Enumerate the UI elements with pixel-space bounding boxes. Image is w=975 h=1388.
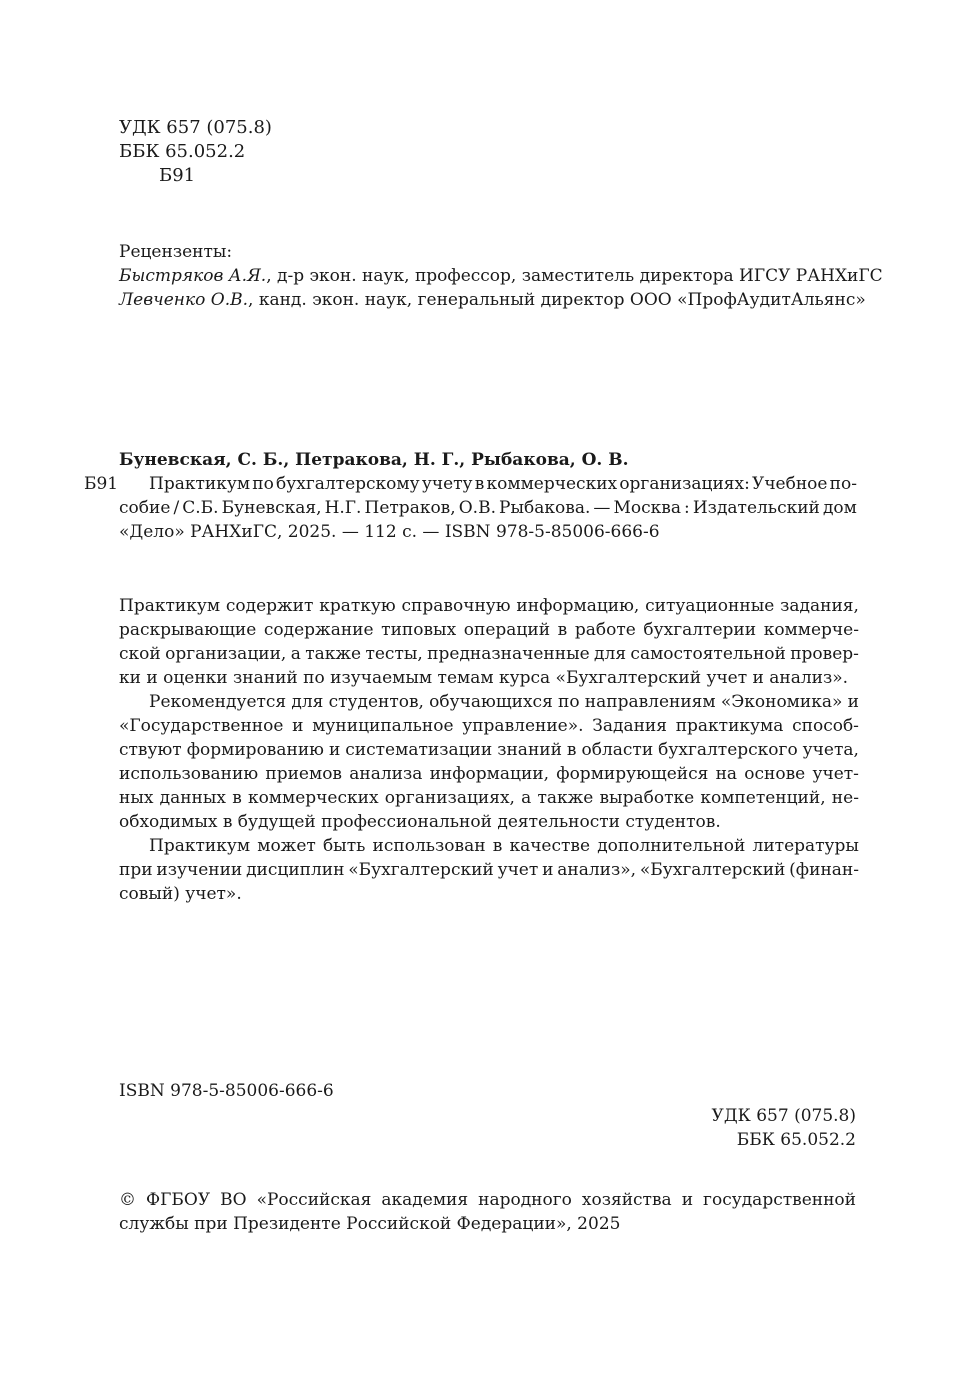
word: для [291,692,324,712]
word: систематизации [345,740,493,760]
word: анализ», [557,860,637,880]
word: управление». [462,716,584,736]
abstract-line [119,594,859,618]
word: Практикум [149,474,251,494]
abstract-line [119,642,859,666]
abstract-line [119,738,859,762]
word: знаний [497,740,562,760]
word: Издательский [692,498,820,518]
word: основе [744,764,806,784]
abstract-line [119,618,859,642]
word: учет- [812,764,859,784]
abstract-line [119,714,859,738]
abstract-line [119,786,859,810]
abstract-line: ки и оценки знаний по изучаемым темам курса «Бухгалтерский учет и анализ». [119,668,849,688]
word: академия [381,1190,469,1210]
word: ВО [220,1190,247,1210]
word: «Экономика» [720,692,843,712]
word: учету [421,474,473,494]
word: выработке [599,788,695,808]
biblio-line-1 [119,472,857,496]
word: дополнительной [597,836,746,856]
word: предназначенные [427,644,590,664]
word: Практикум [119,596,221,616]
word: данных [159,788,227,808]
word: качестве [509,836,591,856]
word: приемов [265,764,343,784]
bbk-code: ББК 65.052.2 [119,141,246,162]
isbn: ISBN 978-5-85006-666-6 [119,1081,334,1101]
classification-right [712,1104,856,1152]
word: провер- [790,644,859,664]
word: народного [478,1190,572,1210]
word: также [537,788,594,808]
copyright [119,1188,856,1236]
word: и [542,860,554,880]
word: С.Б. [182,498,219,518]
word: по [558,692,580,712]
abstract [119,594,859,906]
word: ных [119,788,154,808]
word: организации, [165,644,287,664]
word: муниципальное [312,716,454,736]
word: области [581,740,654,760]
word: на [715,764,738,784]
word: бухгалтерскому [276,474,420,494]
biblio-line-2 [119,496,857,520]
word: коммерче- [763,620,859,640]
word: бухгалтерии [643,620,757,640]
reviewers-block [119,240,883,312]
author-mark: Б91 [159,165,196,186]
word: учет [497,860,539,880]
word: практикума [675,716,784,736]
udk-code-right: УДК 657 (075.8) [711,1106,856,1126]
word: О.В. [458,498,496,518]
word: ской [119,644,161,664]
word: Н.Г. [324,498,362,518]
word: операций [463,620,551,640]
word: тесты, [365,644,423,664]
word: собие [119,498,171,518]
word: типовых [381,620,457,640]
word: студентов, [328,692,424,712]
word: анализа [349,764,423,784]
word: а [521,788,532,808]
word: работе [574,620,636,640]
word: краткую [319,596,396,616]
word: для [594,644,627,664]
word: по [252,474,274,494]
word: : [684,498,690,518]
bibliographic-mark: Б91 [84,474,119,494]
word: при [119,860,153,880]
word: Москва [613,498,681,518]
word: учета, [802,740,859,760]
word: Практикум [149,836,251,856]
word: ствуют [119,740,182,760]
word: бухгалтерского [658,740,798,760]
reviewer-1 [119,264,883,288]
word: информации, [429,764,550,784]
abstract-line [119,762,859,786]
word: и [292,716,304,736]
word: по- [829,474,857,494]
reviewer-1-name: Быстряков А.Я. [119,266,267,286]
word: ФГБОУ [146,1190,211,1210]
udk-code: УДК 657 (075.8) [119,117,272,138]
reviewer-1-details: , д-р экон. наук, профессор, заместитель директора ИГСУ РАНХиГС [266,266,883,286]
word: раскрывающие [119,620,257,640]
word: направлениям [584,692,716,712]
word: компетенций, [700,788,826,808]
word: государственной [703,1190,856,1210]
word: Петраков, [364,498,456,518]
word: Рыбакова. [499,498,591,518]
word: дисциплин [246,860,345,880]
reviewer-2-details: , канд. экон. наук, генеральный директор ООО «ПрофАудитАльянс» [248,290,866,310]
reviewer-2 [119,288,883,312]
word: может [257,836,316,856]
reviewers-heading: Рецензенты: [119,242,233,262]
word: «Бухгалтерский [348,860,494,880]
word: способ- [792,716,859,736]
word: в [474,474,485,494]
word: хозяйства [581,1190,672,1210]
word: дом [822,498,857,518]
word: «Государственное [119,716,284,736]
word: и [847,692,859,712]
word: а [290,644,301,664]
word: в [557,620,568,640]
word: задания, [780,596,859,616]
abstract-line: обходимых в будущей профессиональной деятельности студентов. [119,812,721,832]
word: коммерческих [247,788,379,808]
word: в [566,740,577,760]
word: содержит [225,596,314,616]
word: формированию [186,740,324,760]
word: справочную [401,596,511,616]
word: коммерческих [486,474,618,494]
word: изучении [156,860,243,880]
bibliographic-description [119,472,857,544]
word: / [173,498,180,518]
classification-block [119,116,272,188]
word: — [593,498,611,518]
word: «Российская [256,1190,372,1210]
abstract-line [119,690,859,714]
authors-heading: Буневская, С. Б., Петракова, Н. Г., Рыбакова, О. В. [119,450,629,470]
bbk-code-right: ББК 65.052.2 [736,1130,856,1150]
word: организациях: [619,474,750,494]
word: и [328,740,341,760]
word: (финан- [789,860,859,880]
word: также [305,644,362,664]
word: Рекомендуется [149,692,287,712]
word: использован [372,836,486,856]
word: Задания [592,716,667,736]
word: и [681,1190,694,1210]
word: организациях, [384,788,515,808]
word: в [492,836,503,856]
reviewer-2-name: Левченко О.В. [119,290,249,310]
abstract-line: совый) учет». [119,884,242,904]
word: быть [322,836,366,856]
word: © [119,1190,136,1210]
word: не- [831,788,859,808]
word: в [232,788,242,808]
abstract-line [119,834,859,858]
copyright-line-2: службы при Президенте Российской Федерации», 2025 [119,1214,621,1234]
word: содержание [263,620,374,640]
word: информацию, [516,596,640,616]
word: обучающихся [429,692,553,712]
word: формирующейся [556,764,709,784]
word: самостоятельной [630,644,786,664]
word: литературы [752,836,859,856]
word: «Бухгалтерский [639,860,786,880]
copyright-line-1 [119,1188,856,1212]
biblio-line-3: «Дело» РАНХиГС, 2025. — 112 с. — ISBN 978-5-85006-666-6 [119,522,660,542]
abstract-line [119,858,859,882]
word: ситуационные [645,596,775,616]
word: Буневская, [221,498,322,518]
word: Учебное [752,474,828,494]
word: использованию [119,764,259,784]
